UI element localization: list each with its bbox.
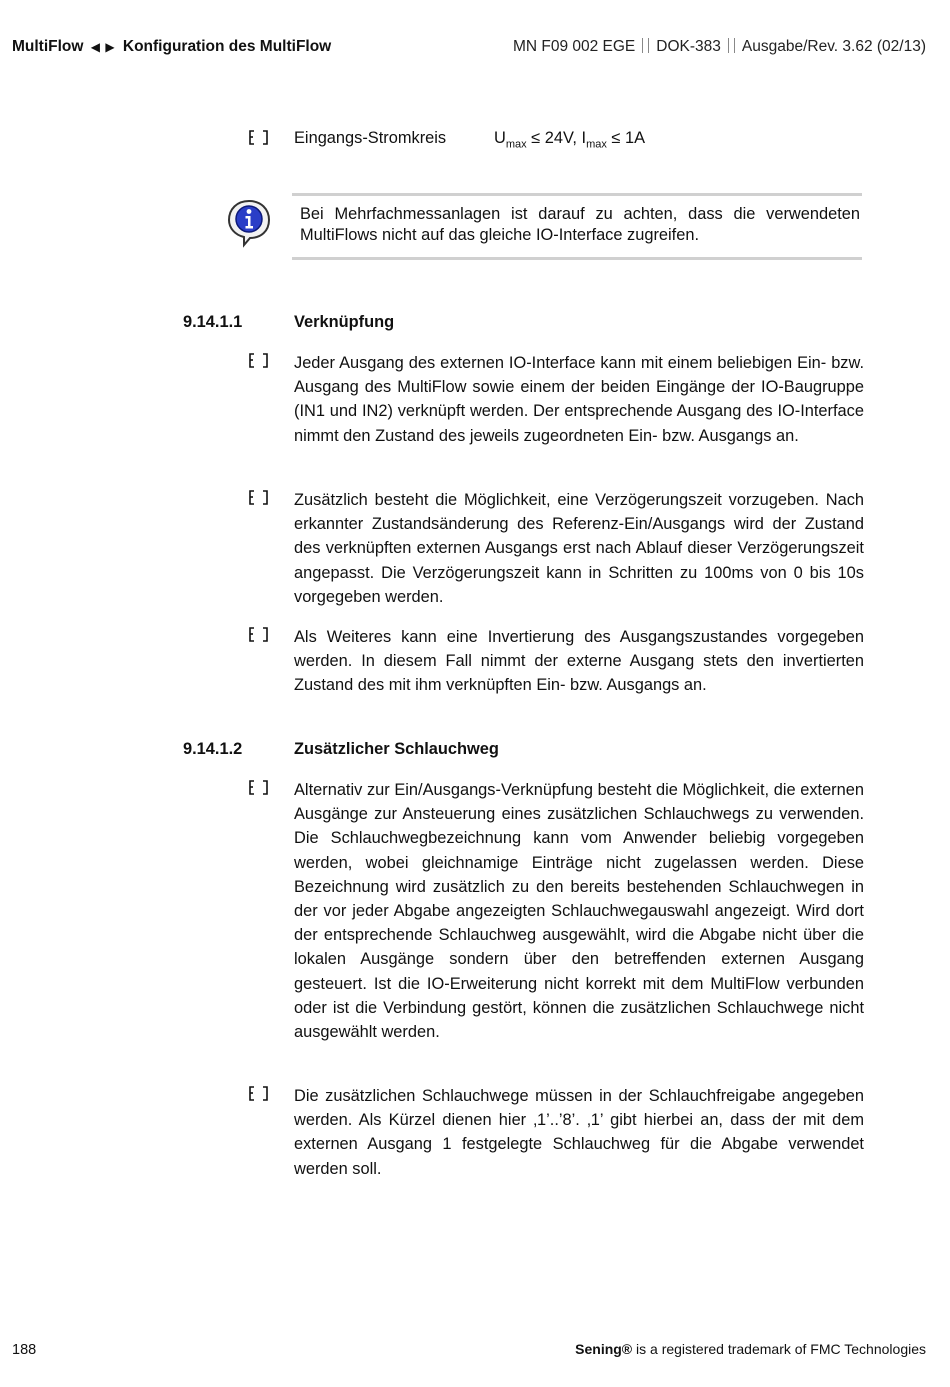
circuit-label: Eingangs-Stromkreis	[294, 129, 447, 147]
bullet-icon	[248, 1085, 269, 1102]
bullet-icon	[248, 779, 269, 796]
section-title: Zusätzlicher Schlauchweg	[294, 740, 499, 758]
header-section: Konfiguration des MultiFlow	[122, 38, 332, 55]
paragraph: Alternativ zur Ein/Ausgangs-Verknüpfung besteht die Möglichkeit, die externen Ausgänge zur Ansteuerung eines zusätzlichen Schlauchwegs zu verwenden. Die Schlauchwegbezeichnung kann vom Anwender beliebig vorgegeben werden, wobei gleichnamige Einträge nicht zugelassen werden. Diese Bezeichnung wird zusätzlich zu den bereits bestehenden Schlauchwegen in der vor jeder Abgabe angezeigten Schlauchwegauswahl angezeigt. Wird dort der entsprechende Schlauchweg ausgewählt, wird die Abgabe nicht über die lokalen Ausgänge sondern über den betreffenden externen Ausgang gesteuert. Ist die IO-Erweiterung nicht korrekt mit dem MultiFlow verbunden oder ist die Verbindung gestört, können die zusätzlichen Schlauchwege nicht ausgewählt werden.	[294, 781, 864, 1042]
section-number: 9.14.1.2	[183, 740, 243, 758]
circuit-spec	[294, 129, 645, 151]
header-doc-info	[513, 38, 926, 56]
separator	[728, 38, 735, 53]
separator	[642, 38, 649, 53]
trademark-text: is a registered trademark of FMC Technologies	[632, 1341, 926, 1357]
header-product: MultiFlow	[12, 38, 84, 55]
nav-arrows-icon: ◀ ▶	[90, 40, 116, 54]
bullet-icon	[248, 129, 269, 146]
bullet-icon	[248, 489, 269, 506]
note-box	[292, 193, 862, 260]
info-icon	[226, 198, 272, 248]
page-header	[12, 38, 926, 56]
section-title: Verknüpfung	[294, 313, 395, 331]
note-text: Bei Mehrfachmessanlagen ist darauf zu achten, dass die verwendeten MultiFlows nicht auf das gleiche IO-Interface zugreifen.	[300, 205, 860, 244]
paragraph: Jeder Ausgang des externen IO-Interface kann mit einem beliebigen Ein- bzw. Ausgang des MultiFlow sowie einem der beiden Eingänge der IO-Baugruppe (IN1 und IN2) verknüpft werden. Der entsprechende Ausgang des IO-Interface nimmt den Zustand des jeweils zugeordneten Ein- bzw. Ausgangs an.	[294, 354, 864, 445]
header-dok: DOK-383	[656, 38, 721, 55]
header-revision: Ausgabe/Rev. 3.62 (02/13)	[741, 38, 926, 55]
circuit-formula: $U_{max} \le 24V$, $I_{max} \le 1A$	[494, 129, 645, 151]
bullet-icon	[248, 352, 269, 369]
header-doc-id: MN F09 002 EGE	[512, 38, 636, 55]
page-footer	[12, 1341, 926, 1358]
paragraph: Zusätzlich besteht die Möglichkeit, eine Verzögerungszeit vorzugeben. Nach erkannter Zustandsänderung des Referenz-Ein/Ausgangs wird der Zustand des verknüpften externen Ausgangs erst nach Ablauf dieser Verzögerungszeit angepasst. Die Verzögerungszeit kann in Schritten zu 100ms von 0 bis 10s vorgegeben werden.	[294, 491, 864, 606]
paragraph: Als Weiteres kann eine Invertierung des Ausgangszustandes vorgegeben werden. In diesem Fall nimmt der externe Ausgang stets den invertierten Zustand des mit ihm verknüpften Ein- bzw. Ausgangs an.	[294, 628, 864, 695]
header-breadcrumb	[12, 38, 331, 56]
trademark-brand: Sening®	[575, 1341, 633, 1357]
bullet-icon	[248, 626, 269, 643]
page-number: 188	[12, 1342, 37, 1358]
paragraph: Die zusätzlichen Schlauchwege müssen in der Schlauchfreigabe angegeben werden. Als Kürzel dienen hier ‚1’..’8’. ‚1’ gibt hierbei an, dass der mit dem externen Ausgang 1 festgelegte Schlauchweg für die Abgabe verwendet werden soll.	[294, 1087, 864, 1178]
section-number: 9.14.1.1	[183, 313, 243, 331]
trademark-notice	[575, 1341, 926, 1357]
